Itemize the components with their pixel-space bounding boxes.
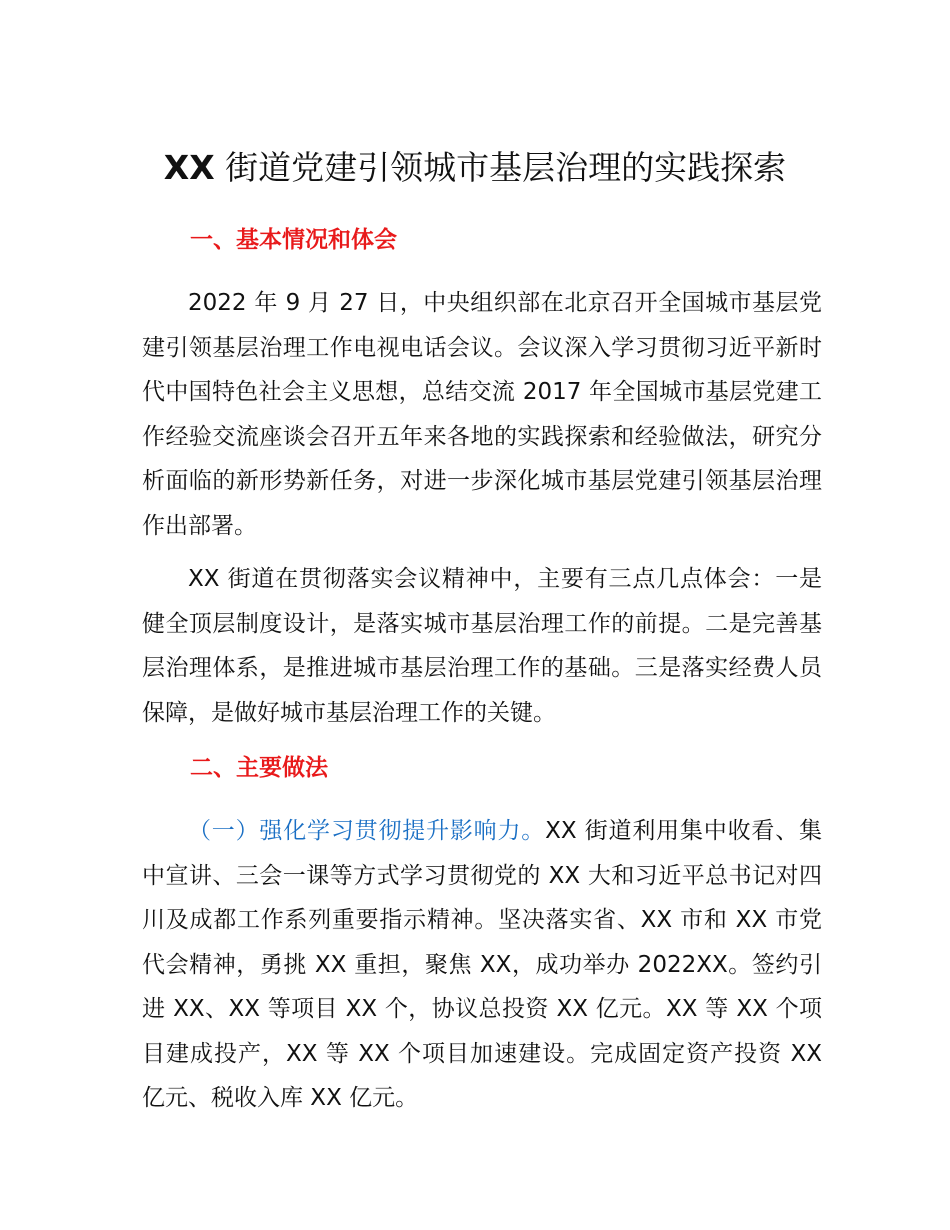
- paragraph-key-insights: XX 街道在贯彻落实会议精神中，主要有三点几点体会：一是健全顶层制度设计，是落实城市基层治理工作的前提。二是完善基层治理体系，是推进城市基层治理工作的基础。三是落实经费人员保障，是做好城市基层治理工作的关键。: [142, 566, 822, 726]
- subsection-heading-strengthen-learning: （一）强化学习贯彻提升影响力。: [188, 818, 546, 844]
- document-title-prefix: XX: [163, 148, 215, 187]
- paragraph-strengthen-learning: [142, 809, 822, 1121]
- section-heading-main-practices: 二、主要做法: [190, 755, 328, 781]
- paragraph-meeting-background: 2022 年 9 月 27 日，中央组织部在北京召开全国城市基层党建引领基层治理工作电视电话会议。会议深入学习贯彻习近平新时代中国特色社会主义思想，总结交流 2017 年全国城市基层党建工作经验交流座谈会召开五年来各地的实践探索和经验做法，研究分析面临的新形势新任务，对进一步深化城市基层党建引领基层治理作出部署。: [142, 290, 822, 539]
- document-title: [0, 140, 950, 196]
- document-title-text: 街道党建引领城市基层治理的实践探索: [214, 148, 787, 187]
- section-heading-basic-situation: 一、基本情况和体会: [190, 227, 397, 253]
- subsection-text-strengthen-learning: XX 街道利用集中收看、集中宣讲、三会一课等方式学习贯彻党的 XX 大和习近平总书记对四川及成都工作系列重要指示精神。坚决落实省、XX 市和 XX 市党代会精神，勇挑 XX 重担，聚焦 XX，成功举办 2022XX。签约引进 XX、XX 等项目 XX 个，协议总投资 XX 亿元。XX 等 XX 个项目建成投产，XX 等 XX 个项目加速建设。完成固定资产投资 XX 亿元、税收入库 XX 亿元。: [142, 818, 823, 1111]
